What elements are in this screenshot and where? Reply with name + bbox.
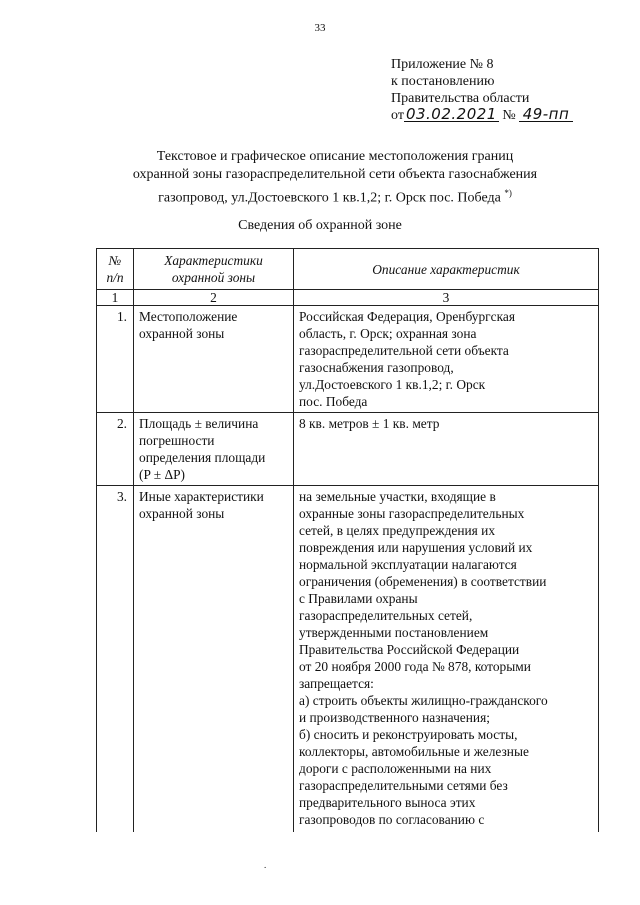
appendix-date-line: [391, 107, 573, 124]
description-line: Российская Федерация, Оренбургская: [299, 309, 515, 324]
row-characteristic: [134, 486, 294, 833]
appendix-block: [391, 56, 573, 124]
page-number: 33: [314, 22, 326, 34]
description-line: ул.Достоевского 1 кв.1,2; г. Орск: [299, 377, 486, 392]
row-description: 8 кв. метров ± 1 кв. метр: [294, 413, 599, 486]
description-line: Правительства Российской Федерации: [299, 642, 520, 657]
characteristic-line: Площадь ± величина: [139, 416, 259, 431]
description-line: пос. Победа: [299, 394, 368, 409]
description-line: от 20 ноября 2000 года № 878, которыми: [299, 659, 531, 674]
table-row: [97, 486, 599, 833]
row-description: [294, 306, 599, 413]
table-row: [97, 413, 599, 486]
description-line: запрещается:: [299, 676, 374, 691]
description-line: газораспределительными сетями без: [299, 778, 508, 793]
description-line: нормальной эксплуатации налагаются: [299, 557, 517, 572]
appendix-line-resolution: к постановлению: [391, 74, 495, 89]
row-number: 1.: [97, 306, 134, 413]
row-characteristic: [134, 413, 294, 486]
row-number: 2.: [97, 413, 134, 486]
description-line: дороги с расположенными на них: [299, 761, 492, 776]
description-line: область, г. Орск; охранная зона: [299, 326, 477, 341]
description-line: на земельные участки, входящие в: [299, 489, 496, 504]
row-characteristic: Местоположение охранной зоны: [134, 306, 294, 413]
header-num: № п/п: [97, 249, 134, 290]
characteristic-line: погрешности: [139, 433, 215, 448]
table-header-row: [97, 249, 599, 290]
section-title: Сведения об охранной зоне: [238, 218, 402, 233]
appendix-title: Приложение № 8: [391, 57, 494, 72]
characteristic-line: определения площади: [139, 450, 266, 465]
header-characteristics: Характеристики охранной зоны: [134, 249, 294, 290]
description-line: предварительного выноса этих: [299, 795, 476, 810]
title-line-1: Текстовое и графическое описание местоположения границ: [156, 149, 514, 164]
index-cell-2: 2: [134, 290, 294, 306]
description-line: б) сносить и реконструировать мосты,: [299, 727, 518, 742]
description-line: ограничения (обременения) в соответствии: [299, 574, 547, 589]
header-description: Описание характеристик: [294, 249, 599, 290]
description-line: а) строить объекты жилищно-гражданского: [299, 693, 548, 708]
date-prefix: от: [391, 108, 404, 123]
row-description: [294, 486, 599, 833]
description-line: охранные зоны газораспределительных: [299, 506, 525, 521]
characteristic-line: (P ± ΔP): [139, 467, 185, 482]
index-cell-1: 1: [97, 290, 134, 306]
document-title: [100, 148, 570, 208]
description-line: газоснабжения газопровод,: [299, 360, 454, 375]
title-line-3-text: газопровод, ул.Достоевского 1 кв.1,2; г. Орск пос. Победа: [158, 190, 501, 206]
description-line: газораспределительных сетей,: [299, 608, 473, 623]
description-line: сетей, в целях предупреждения их: [299, 523, 496, 538]
description-line: повреждения или нарушения условий их: [299, 540, 533, 555]
characteristic-line: Иные характеристики: [139, 489, 264, 504]
description-line: коллекторы, автомобильные и железные: [299, 744, 529, 759]
appendix-line-government: Правительства области: [391, 91, 530, 106]
number-sign: №: [502, 108, 516, 123]
description-line: с Правилами охраны: [299, 591, 418, 606]
handwritten-number: 49-пп: [519, 107, 574, 122]
zone-info-table: [96, 248, 599, 832]
description-line: газораспределительной сети объекта: [299, 343, 509, 358]
description-line: и производственного назначения;: [299, 710, 490, 725]
description-line: газопроводов по согласованию с: [299, 812, 485, 827]
table-row: [97, 306, 599, 413]
table-index-row: [97, 290, 599, 306]
title-line-3: [100, 184, 570, 208]
footnote-mark: *): [504, 188, 512, 198]
index-cell-3: 3: [294, 290, 599, 306]
handwritten-date: 03.02.2021: [405, 105, 497, 123]
bottom-mark: .: [264, 860, 267, 870]
title-line-2: охранной зоны газораспределительной сети объекта газоснабжения: [132, 167, 538, 182]
description-line: утвержденными постановлением: [299, 625, 489, 640]
characteristic-line: охранной зоны: [139, 506, 225, 521]
row-number: 3.: [97, 486, 134, 833]
